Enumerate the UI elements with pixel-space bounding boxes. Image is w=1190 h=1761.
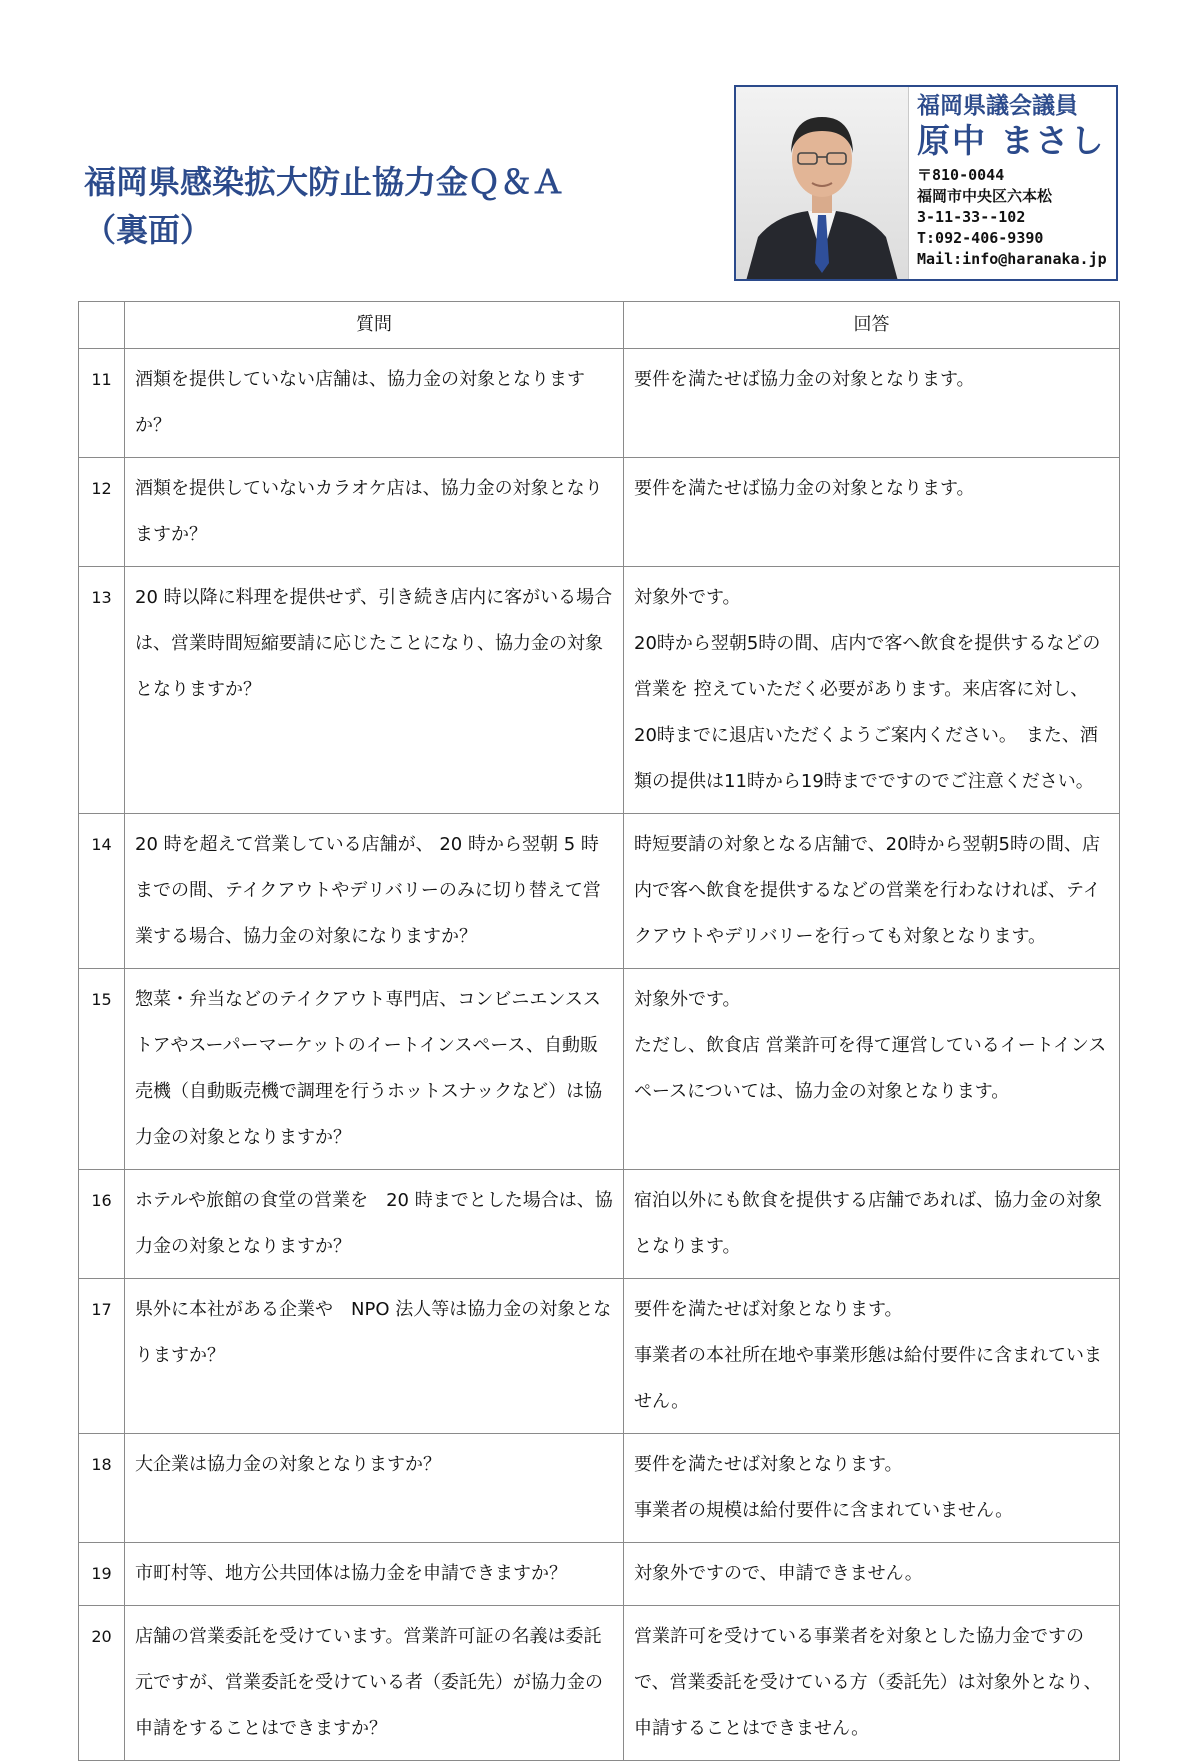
answer-paragraph: 要件を満たせば協力金の対象となります。 [634, 369, 975, 390]
answer-paragraph: 20時から翌朝5時の間、店内で客へ飲食を提供するなどの営業を 控えていただく必要があります。来店客に対し、20時までに退店いただくようご案内ください。 また、酒類の提供は11時から19時までですのでご注意ください。 [634, 633, 1101, 792]
answer-paragraph: 対象外です。 [634, 587, 741, 608]
question-cell: 酒類を提供していない店舗は、協力金の対象となりますか？ [125, 349, 624, 458]
answer-cell [624, 458, 1120, 567]
table-row [79, 1170, 1120, 1279]
address-line-2: 3-11-33--102 [917, 208, 1026, 226]
answer-paragraph: 事業者の規模は給付要件に含まれていません。 [634, 1500, 1014, 1521]
answer-paragraph: 対象外です。 [634, 989, 741, 1010]
row-number: 15 [79, 969, 125, 1170]
contact-info [909, 87, 1116, 279]
question-cell: 惣菜・弁当などのテイクアウト専門店、コンビニエンスストアやスーパーマーケットのイートインスペース、自動販売機（自動販売機で調理を行うホットスナックなど）は協力金の対象となりますか？ [125, 969, 624, 1170]
table-row [79, 1434, 1120, 1543]
answer-cell [624, 1543, 1120, 1606]
answer-paragraph: 要件を満たせば協力金の対象となります。 [634, 478, 975, 499]
qa-table [78, 301, 1120, 1761]
question-cell: 20 時を超えて営業している店舗が、 20 時から翌朝 5 時までの間、テイクアウトやデリバリーのみに切り替えて営業する場合、協力金の対象になりますか？ [125, 814, 624, 969]
question-cell: 市町村等、地方公共団体は協力金を申請できますか？ [125, 1543, 624, 1606]
answer-paragraph: 営業許可を受けている事業者を対象とした協力金ですので、営業委託を受けている方（委託先）は対象外となり、申請することはできません。 [634, 1626, 1102, 1739]
answer-paragraph: 要件を満たせば対象となります。 [634, 1299, 903, 1320]
answer-paragraph: 時短要請の対象となる店舗で、20時から翌朝5時の間、店内で客へ飲食を提供するなどの営業を行わなければ、テイクアウトやデリバリーを行っても対象となります。 [634, 834, 1101, 947]
answer-cell [624, 969, 1120, 1170]
profile-role: 福岡県議会議員 [917, 93, 1078, 119]
row-number: 16 [79, 1170, 125, 1279]
portrait-photo [736, 87, 909, 279]
answer-cell [624, 1434, 1120, 1543]
row-number: 12 [79, 458, 125, 567]
page-title [84, 158, 564, 254]
email-address: Mail:info@haranaka.jp [917, 250, 1107, 268]
table-row [79, 814, 1120, 969]
answer-paragraph: 対象外ですので、申請できません。 [634, 1563, 923, 1584]
answer-paragraph: 事業者の本社所在地や事業形態は給付要件に含まれていません。 [634, 1345, 1102, 1412]
header-number [79, 302, 125, 349]
table-row [79, 1606, 1120, 1761]
row-number: 14 [79, 814, 125, 969]
title-line-2: （裏面） [84, 211, 213, 249]
person-icon [736, 87, 908, 279]
row-number: 11 [79, 349, 125, 458]
answer-cell [624, 349, 1120, 458]
table-row [79, 1279, 1120, 1434]
question-cell: ホテルや旅館の食堂の営業を 20 時までとした場合は、協力金の対象となりますか？ [125, 1170, 624, 1279]
phone-number: T:092-406-9390 [917, 229, 1044, 247]
answer-paragraph: 宿泊以外にも飲食を提供する店舗であれば、協力金の対象となります。 [634, 1190, 1102, 1257]
question-cell: 県外に本社がある企業や NPO 法人等は協力金の対象となりますか？ [125, 1279, 624, 1434]
row-number: 19 [79, 1543, 125, 1606]
row-number: 13 [79, 567, 125, 814]
row-number: 17 [79, 1279, 125, 1434]
table-row [79, 969, 1120, 1170]
address-line-1: 福岡市中央区六本松 [917, 187, 1053, 205]
question-cell: 店舗の営業委託を受けています。営業許可証の名義は委託元ですが、営業委託を受けている者（委託先）が協力金の申請をすることはできますか？ [125, 1606, 624, 1761]
postal-code: 〒810-0044 [917, 166, 1005, 184]
row-number: 18 [79, 1434, 125, 1543]
header-answer: 回答 [624, 302, 1120, 349]
answer-cell [624, 567, 1120, 814]
table-row [79, 349, 1120, 458]
answer-cell [624, 1170, 1120, 1279]
answer-cell [624, 1279, 1120, 1434]
question-cell: 大企業は協力金の対象となりますか？ [125, 1434, 624, 1543]
table-header-row [79, 302, 1120, 349]
answer-paragraph: 要件を満たせば対象となります。 [634, 1454, 903, 1475]
table-row [79, 458, 1120, 567]
answer-cell [624, 814, 1120, 969]
answer-cell [624, 1606, 1120, 1761]
table-row [79, 567, 1120, 814]
title-line-1: 福岡県感染拡大防止協力金Ｑ＆Ａ [84, 163, 565, 201]
answer-paragraph: ただし、飲食店 営業許可を得て運営しているイートインスペースについては、協力金の対象となります。 [634, 1035, 1107, 1102]
profile-name: 原中 まさし [917, 121, 1106, 160]
profile-card [734, 85, 1118, 281]
question-cell: 酒類を提供していないカラオケ店は、協力金の対象となりますか？ [125, 458, 624, 567]
question-cell: 20 時以降に料理を提供せず、引き続き店内に客がいる場合は、営業時間短縮要請に応じたことになり、協力金の対象となりますか？ [125, 567, 624, 814]
table-row [79, 1543, 1120, 1606]
header-question: 質問 [125, 302, 624, 349]
row-number: 20 [79, 1606, 125, 1761]
